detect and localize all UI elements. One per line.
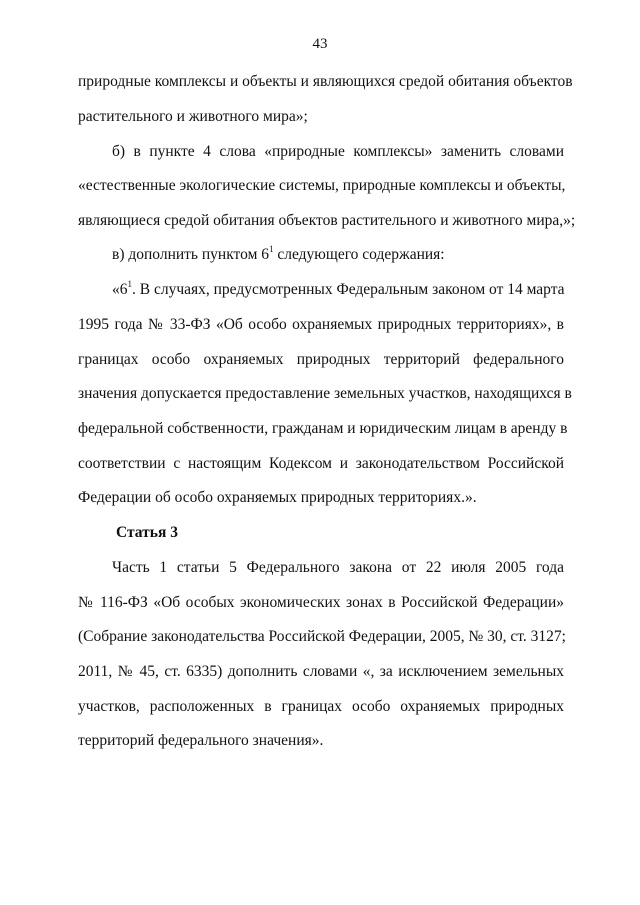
superscript: 1: [269, 244, 274, 254]
text-line: соответствии с настоящим Кодексом и законодательством Российской: [78, 455, 564, 472]
text-line: границах особо охраняемых природных территорий федерального: [78, 351, 564, 368]
text-line: 2011, № 45, ст. 6335) дополнить словами «, за исключением земельных: [78, 663, 564, 680]
text-line: (Собрание законодательства Российской Федерации, 2005, № 30, ст. 3127;: [78, 628, 566, 645]
text-line: природные комплексы и объекты и являющихся средой обитания объектов: [78, 73, 573, 90]
article-heading: Статья 3: [116, 524, 178, 541]
text-fragment: следующего содержания:: [273, 246, 445, 263]
text-line: участков, расположенных в границах особо охраняемых природных: [78, 698, 564, 715]
text-fragment: в) дополнить пунктом 6: [112, 246, 269, 263]
text-line: территорий федерального значения».: [78, 732, 324, 749]
text-line: б) в пункте 4 слова «природные комплексы» заменить словами: [112, 143, 564, 160]
text-line: федеральной собственности, гражданам и юридическим лицам в аренду в: [78, 420, 568, 437]
text-line: являющиеся средой обитания объектов растительного и животного мира,»;: [78, 212, 576, 229]
text-fragment: . В случаях, предусмотренных Федеральным законом от 14 марта: [132, 281, 565, 298]
text-line: значения допускается предоставление земельных участков, находящихся в: [78, 385, 572, 402]
text-line: [112, 280, 564, 300]
text-line: [112, 245, 564, 265]
text-fragment: «6: [112, 281, 128, 298]
text-line: Часть 1 статьи 5 Федерального закона от 22 июля 2005 года: [112, 559, 564, 576]
page-number: 43: [312, 36, 328, 52]
superscript: 1: [127, 279, 132, 289]
text-line: растительного и животного мира»;: [78, 108, 308, 125]
text-line: Федерации об особо охраняемых природных территориях.».: [78, 489, 477, 506]
text-line: 1995 года № 33-ФЗ «Об особо охраняемых природных территориях», в: [78, 316, 564, 333]
text-line: «естественные экологические системы, природные комплексы и объекты,: [78, 177, 566, 194]
text-line: № 116-ФЗ «Об особых экономических зонах в Российской Федерации»: [78, 594, 564, 611]
